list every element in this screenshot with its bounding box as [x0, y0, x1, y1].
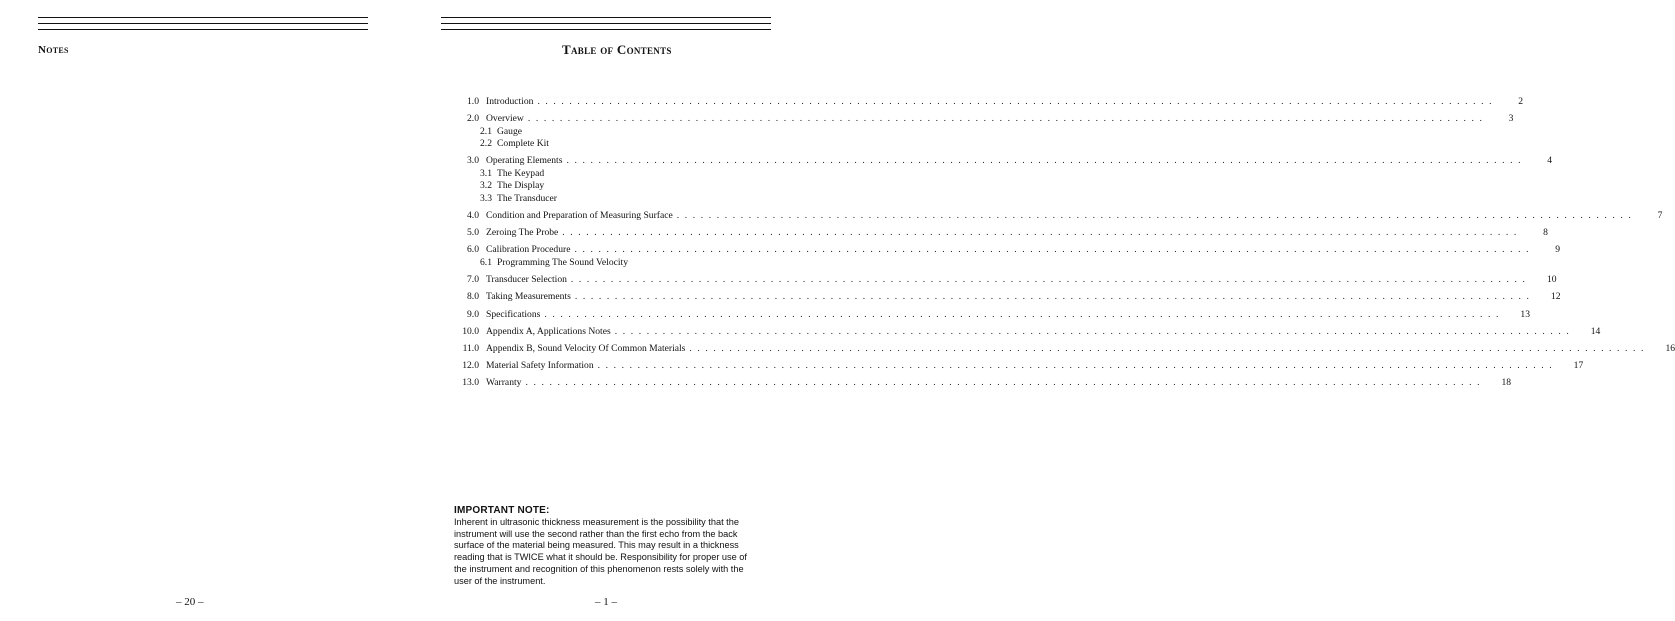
- toc-title: Operating Elements: [486, 155, 563, 167]
- important-note-line: the instrument and recognition of this phenomenon rests solely with the: [454, 563, 744, 574]
- important-note-line: instrument will use the second rather than the first echo from the back: [454, 528, 738, 539]
- toc-leader-dots: . . . . . . . . . . . . . . . . . . . . . . . . . . . . . . . . . . . . . . . . . . . . . . . . . . . . . . . . . . . . . . . . . . . . . . . . . . . . . . . . . . . . . . . . . . . . . . . . . . . . . . . . . . . . . . . . . . . . . . . .: [597, 360, 1554, 372]
- toc-page: 10: [1546, 274, 1557, 286]
- toc-page: 4: [1547, 155, 1553, 167]
- toc-line: [452, 274, 1557, 287]
- toc-line: [452, 227, 1548, 240]
- toc-title: Introduction: [486, 96, 534, 107]
- toc-leader-dots: . . . . . . . . . . . . . . . . . . . . . . . . . . . . . . . . . . . . . . . . . . . . . . . . . . . . . . . . . . . . . . . . . . . . . . . . . . . . . . . . . . . . . . . . . . . . . . . . . . . . . . . . . . . . . . . . . . . . . . . .: [614, 325, 1571, 337]
- toc-number: 2.0: [467, 113, 479, 125]
- right-top-rule-3: [441, 29, 771, 30]
- toc-subentry-title: The Keypad: [497, 167, 545, 179]
- toc-entry: [452, 377, 1512, 390]
- toc-title: Specifications: [486, 308, 541, 320]
- toc-line: [452, 308, 1530, 322]
- toc-number: 9.0: [467, 308, 479, 320]
- important-note-title: IMPORTANT NOTE:: [454, 505, 550, 516]
- toc-subentry-title: Programming The Sound Velocity: [497, 256, 629, 268]
- toc-number: 10.0: [462, 325, 479, 337]
- toc-page: 8: [1543, 227, 1548, 239]
- right-top-rule-2: [441, 23, 771, 24]
- important-note-line: Inherent in ultrasonic thickness measurement is the possibility that the: [454, 516, 739, 527]
- toc-number: 1.0: [467, 96, 479, 107]
- toc-subentry-number: 2.2: [480, 138, 492, 150]
- toc-entry: [452, 308, 1530, 322]
- toc-page: 3: [1508, 113, 1514, 125]
- toc-subentry-number: 3.3: [480, 192, 492, 204]
- toc-line: [452, 377, 1512, 390]
- toc-title: Zeroing The Probe: [486, 227, 559, 239]
- toc-subentry: [452, 126, 770, 139]
- toc-leader-dots: . . . . . . . . . . . . . . . . . . . . . . . . . . . . . . . . . . . . . . . . . . . . . . . . . . . . . . . . . . . . . . . . . . . . . . . . . . . . . . . . . . . . . . . . . . . . . . . . . . . . . . . . . . . . . . . . . . . . . . . .: [527, 113, 1484, 125]
- toc-subentry-number: 2.1: [480, 125, 492, 137]
- toc-page: 16: [1665, 342, 1675, 354]
- left-top-rule-2: [38, 23, 368, 24]
- toc-page: 2: [1518, 96, 1524, 107]
- toc-subentry: [452, 180, 770, 193]
- toc-heading: Table of Contents: [562, 42, 672, 57]
- toc-title: Warranty: [486, 377, 522, 389]
- toc-leader-dots: . . . . . . . . . . . . . . . . . . . . . . . . . . . . . . . . . . . . . . . . . . . . . . . . . . . . . . . . . . . . . . . . . . . . . . . . . . . . . . . . . . . . . . . . . . . . . . . . . . . . . . . . . . . . . . . . . . . . . . . .: [574, 244, 1531, 256]
- important-note-line: surface of the material being measured. This may result in a thickness: [454, 540, 739, 551]
- toc-subentry-title: The Display: [497, 180, 545, 192]
- toc-entry: [452, 113, 1514, 151]
- toc-entry: [452, 227, 1548, 240]
- toc-line: [452, 291, 1561, 304]
- toc-entry: [452, 155, 1553, 205]
- toc-title: Condition and Preparation of Measuring Surface: [486, 210, 673, 222]
- toc-line: [452, 342, 1675, 356]
- toc-title: Appendix A, Applications Notes: [486, 325, 611, 337]
- toc-entry: [452, 291, 1561, 304]
- toc-page: 14: [1590, 325, 1601, 337]
- toc-subentry: [452, 168, 770, 181]
- toc-leader-dots: . . . . . . . . . . . . . . . . . . . . . . . . . . . . . . . . . . . . . . . . . . . . . . . . . . . . . . . . . . . . . . . . . . . . . . . . . . . . . . . . . . . . . . . . . . . . . . . . . . . . . . . . . . . . . . . . . . . . . . . .: [537, 96, 1494, 107]
- toc-number: 4.0: [467, 210, 479, 222]
- right-page-number: – 1 –: [595, 596, 617, 608]
- toc-leader-dots: . . . . . . . . . . . . . . . . . . . . . . . . . . . . . . . . . . . . . . . . . . . . . . . . . . . . . . . . . . . . . . . . . . . . . . . . . . . . . . . . . . . . . . . . . . . . . . . . . . . . . . . . . . . . . . . . . . . . . . . .: [689, 342, 1646, 354]
- toc-title: Taking Measurements: [486, 291, 571, 303]
- toc-line: [452, 210, 1663, 223]
- toc-line: [452, 113, 1514, 126]
- notes-heading: Notes: [38, 44, 69, 56]
- toc-number: 11.0: [462, 342, 479, 354]
- toc-entry: [452, 274, 1557, 287]
- toc-subentry-title: Gauge: [497, 125, 523, 137]
- toc-entry: [452, 360, 1584, 373]
- important-note-line: user of the instrument.: [454, 575, 546, 586]
- important-note-line: reading that is TWICE what it should be. Responsibility for proper use of: [454, 552, 747, 563]
- toc-page: 12: [1550, 291, 1561, 303]
- right-top-rule-1: [441, 17, 771, 18]
- toc-leader-dots: . . . . . . . . . . . . . . . . . . . . . . . . . . . . . . . . . . . . . . . . . . . . . . . . . . . . . . . . . . . . . . . . . . . . . . . . . . . . . . . . . . . . . . . . . . . . . . . . . . . . . . . . . . . . . . . . . . . . . . . .: [566, 155, 1523, 167]
- toc-title: Appendix B, Sound Velocity Of Common Materials: [486, 342, 686, 354]
- toc-leader-dots: . . . . . . . . . . . . . . . . . . . . . . . . . . . . . . . . . . . . . . . . . . . . . . . . . . . . . . . . . . . . . . . . . . . . . . . . . . . . . . . . . . . . . . . . . . . . . . . . . . . . . . . . . . . . . . . . . . . . . . . .: [562, 227, 1518, 239]
- toc-leader-dots: . . . . . . . . . . . . . . . . . . . . . . . . . . . . . . . . . . . . . . . . . . . . . . . . . . . . . . . . . . . . . . . . . . . . . . . . . . . . . . . . . . . . . . . . . . . . . . . . . . . . . . . . . . . . . . . . . . . . . . . .: [570, 274, 1527, 286]
- left-top-rule-3: [38, 29, 368, 30]
- toc-page: 9: [1555, 244, 1561, 256]
- toc-line: [452, 325, 1601, 339]
- table-of-contents: [452, 96, 1675, 394]
- toc-line: [452, 360, 1584, 373]
- toc-title: Material Safety Information: [486, 360, 594, 372]
- toc-line: [452, 155, 1553, 168]
- toc-entry: [452, 96, 1524, 109]
- toc-number: 7.0: [467, 274, 479, 286]
- toc-subentry-title: The Transducer: [497, 192, 557, 204]
- toc-title: Calibration Procedure: [486, 244, 571, 256]
- toc-number: 6.0: [467, 244, 479, 256]
- toc-number: 8.0: [467, 291, 479, 303]
- toc-title: Transducer Selection: [486, 274, 567, 286]
- important-note: [454, 505, 774, 588]
- toc-subentry-number: 3.1: [480, 167, 492, 179]
- toc-leader-dots: . . . . . . . . . . . . . . . . . . . . . . . . . . . . . . . . . . . . . . . . . . . . . . . . . . . . . . . . . . . . . . . . . . . . . . . . . . . . . . . . . . . . . . . . . . . . . . . . . . . . . . . . . . . . . . . . . . . . . . . .: [676, 210, 1633, 222]
- toc-number: 3.0: [467, 155, 479, 167]
- important-note-body: [454, 517, 774, 588]
- toc-entry: [452, 342, 1675, 356]
- toc-subentry-number: 3.2: [480, 180, 492, 192]
- toc-page: 17: [1573, 360, 1584, 372]
- left-top-rule-1: [38, 17, 368, 18]
- toc-title: Overview: [486, 113, 524, 125]
- toc-subentry: [452, 138, 770, 151]
- toc-subentry: [452, 257, 770, 270]
- toc-subentry-number: 6.1: [480, 256, 492, 268]
- left-page-number: – 20 –: [176, 596, 204, 608]
- toc-number: 5.0: [467, 227, 479, 239]
- toc-page: 13: [1520, 308, 1530, 320]
- toc-entry: [452, 210, 1663, 223]
- toc-entry: [452, 325, 1601, 339]
- toc-leader-dots: . . . . . . . . . . . . . . . . . . . . . . . . . . . . . . . . . . . . . . . . . . . . . . . . . . . . . . . . . . . . . . . . . . . . . . . . . . . . . . . . . . . . . . . . . . . . . . . . . . . . . . . . . . . . . . . . . . . . . . . .: [525, 377, 1482, 389]
- toc-number: 12.0: [462, 360, 479, 372]
- toc-leader-dots: . . . . . . . . . . . . . . . . . . . . . . . . . . . . . . . . . . . . . . . . . . . . . . . . . . . . . . . . . . . . . . . . . . . . . . . . . . . . . . . . . . . . . . . . . . . . . . . . . . . . . . . . . . . . . . . . . . . . . . . .: [574, 291, 1531, 303]
- toc-number: 13.0: [462, 377, 479, 389]
- toc-subentry: [452, 193, 770, 206]
- toc-leader-dots: . . . . . . . . . . . . . . . . . . . . . . . . . . . . . . . . . . . . . . . . . . . . . . . . . . . . . . . . . . . . . . . . . . . . . . . . . . . . . . . . . . . . . . . . . . . . . . . . . . . . . . . . . . . . . . . . . . . . . . . .: [544, 308, 1500, 320]
- toc-page: 7: [1657, 210, 1663, 222]
- toc-line: [452, 244, 1561, 257]
- toc-entry: [452, 244, 1561, 269]
- toc-line: [452, 96, 1524, 109]
- toc-subentry-title: Complete Kit: [497, 138, 549, 150]
- toc-page: 18: [1501, 377, 1512, 389]
